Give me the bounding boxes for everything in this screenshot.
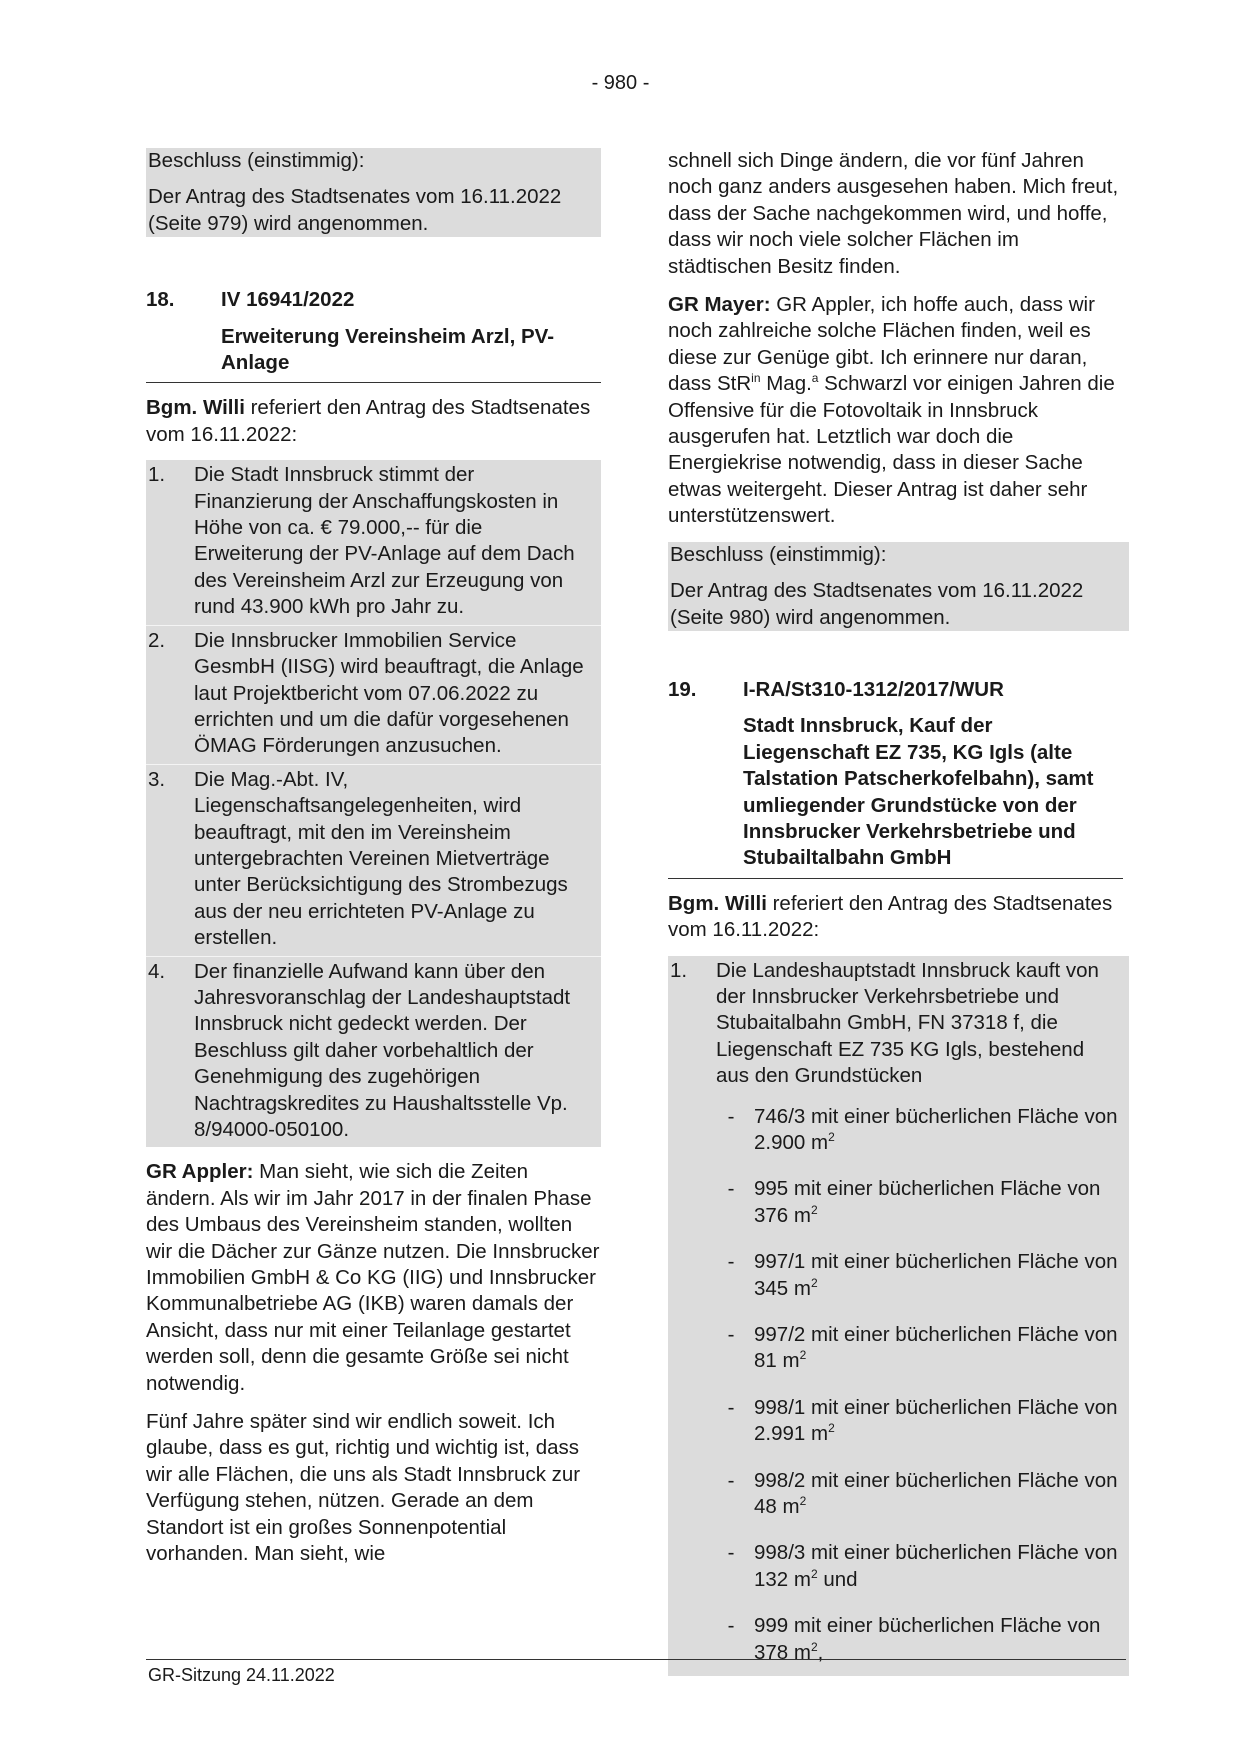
- list-item: [146, 764, 601, 956]
- agenda-subject: Stadt Innsbruck, Kauf der Liegenschaft EZ 735, KG Igls (alte Talstation Patscherkofelbahn), samt umliegender Grundstücke von der Innsbrucker Verkehrsbetriebe und Stubailtalbahn GmbH: [743, 714, 1094, 870]
- list-item: [146, 956, 601, 1148]
- speaker-name: Bgm. Willi: [668, 891, 767, 915]
- parcel-item: [668, 1312, 1123, 1385]
- intro-paragraph: [146, 395, 601, 448]
- speech-text: Man sieht, wie sich die Zeiten ändern. Als wir im Jahr 2017 in der finalen Phase des Umbaus des Vereinsheim standen, wollten wir die Dächer zur Gänze nutzen. Die Innsbrucker Immobilien GmbH & Co KG (IIG) und Innsbrucker Kommunalbetriebe AG (IKB) waren damals der Ansicht, dass nur mit einer Teilanlage gestartet werden soll, denn die gesamte Größe sei nicht notwendig.: [146, 1160, 600, 1395]
- parcel-item: [668, 1530, 1123, 1603]
- right-column: [668, 148, 1123, 1676]
- decision-title: Beschluss (einstimmig):: [148, 149, 365, 172]
- list-text: Die Landeshauptstadt Innsbruck kauft von der Innsbrucker Verkehrsbetriebe und Stubaitalbahn GmbH, FN 37318 f, die Liegenschaft EZ 735 KG Igls, bestehend aus den Grundstücken: [716, 958, 1099, 1088]
- list-item: [146, 460, 601, 624]
- parcel-text: 998/2 mit einer bücherlichen Fläche von 48 $m^2$: [754, 1468, 1118, 1519]
- list-number: 3.: [148, 767, 166, 791]
- speech-text: Mag.: [760, 372, 812, 396]
- parcel-text: 997/1 mit einer bücherlichen Fläche von 345 $m^2$: [754, 1250, 1118, 1300]
- agenda-subject: Erweiterung Vereinsheim Arzl, PV-Anlage: [221, 324, 555, 375]
- dash: -: [727, 1323, 735, 1347]
- list-text: Die Innsbrucker Immobilien Service GesmbH (IISG) wird beauftragt, die Anlage laut Projektbericht vom 07.06.2022 zu errichten und um die dafür vorgesehenen ÖMAG Förderungen anzusuchen.: [194, 628, 584, 758]
- parcel-text: 995 mit einer bücherlichen Fläche von 376 $m^2$: [754, 1177, 1101, 1227]
- dash: -: [727, 1468, 735, 1492]
- dash: -: [727, 1614, 735, 1638]
- left-column: [146, 148, 601, 1568]
- motion-list: [146, 460, 601, 1147]
- parcel-item: [668, 1239, 1123, 1312]
- list-item: [146, 625, 601, 764]
- parcel-text: 999 mit einer bücherlichen Fläche von 378 $m^2$,: [754, 1614, 1101, 1664]
- superscript: a: [811, 371, 819, 386]
- page-number: - 980 -: [591, 72, 650, 94]
- page-footer: GR-Sitzung 24.11.2022: [148, 1665, 335, 1685]
- speech-text: GR Appler, ich hoffe auch, dass wir noch zahlreiche solche Flächen finden, weil es diese zur Genüge gibt. Ich erinnere nur daran, dass StR: [668, 293, 1095, 396]
- decision-text: Der Antrag des Stadtsenates vom 16.11.2022 (Seite 980) wird angenommen.: [670, 579, 1084, 629]
- list-number: 2.: [148, 628, 166, 652]
- intro-text: referiert den Antrag des Stadtsenates vom 16.11.2022:: [668, 891, 1113, 942]
- speech-paragraph: [668, 292, 1123, 530]
- speech-continuation: schnell sich Dinge ändern, die vor fünf Jahren noch ganz anders ausgesehen haben. Mich freut, dass der Sache nachgekommen wird, und hoffe, dass wir noch viele solcher Flächen im städtischen Besitz finden.: [668, 149, 1119, 278]
- dash: -: [727, 1541, 735, 1565]
- agenda-number: 19.: [668, 677, 697, 701]
- agenda-item-18: [146, 287, 601, 383]
- decision-title: Beschluss (einstimmig):: [670, 542, 887, 566]
- dash: -: [727, 1395, 735, 1419]
- superscript: in: [751, 371, 761, 386]
- speech-text: Schwarzl vor einigen Jahren die Offensive für die Fotovoltaik in Innsbruck ausgerufen hat. Letztlich war doch die Energiekrise notwendig, dass in dieser Sache etwas weitergeht. Dieser Antrag ist daher sehr unterstützenswert.: [668, 372, 1115, 528]
- parcel-text: 997/2 mit einer bücherlichen Fläche von 81 $m^2$: [754, 1323, 1118, 1373]
- motion-list: [668, 956, 1129, 1677]
- list-text: Die Mag.-Abt. IV, Liegenschaftsangelegenheiten, wird beauftragt, mit den im Vereinsheim untergebrachten Vereinen Mietverträge unter Berücksichtigung des Strombezugs aus der neu errichteten PV-Anlage zu erstellen.: [194, 767, 568, 950]
- parcel-item: [668, 1166, 1123, 1239]
- parcel-text: 998/1 mit einer bücherlichen Fläche von 2.991 $m^2$: [754, 1395, 1118, 1446]
- speech-paragraph: Fünf Jahre später sind wir endlich soweit. Ich glaube, dass es gut, richtig und wichtig ist, dass wir alle Flächen, die uns als Stadt Innsbruck zur Verfügung stehen, nützen. Gerade an dem Standort ist ein großes Sonnenpotential vorhanden. Man sieht, wie: [146, 1410, 581, 1566]
- parcel-item: [668, 1094, 1123, 1167]
- agenda-code: IV 16941/2022: [221, 288, 355, 312]
- decision-text: Der Antrag des Stadtsenates vom 16.11.2022 (Seite 979) wird angenommen.: [148, 185, 562, 235]
- speech-paragraph: [146, 1159, 601, 1397]
- list-text: Der finanzielle Aufwand kann über den Jahresvoranschlag der Landeshauptstadt Innsbruck nicht gedeckt werden. Der Beschluss gilt daher vorbehaltlich der Genehmigung des zugehörigen Nachtragskredites zu Haushaltsstelle Vp. 8/94000-050100.: [194, 959, 571, 1141]
- footer-divider: [146, 1659, 1126, 1660]
- list-number: 4.: [148, 959, 166, 983]
- parcel-item: [668, 1458, 1123, 1531]
- parcel-text: 998/3 mit einer bücherlichen Fläche von 132 $m^2$ und: [754, 1541, 1118, 1591]
- agenda-number: 18.: [146, 288, 175, 312]
- decision-box: [668, 542, 1129, 631]
- list-text: Die Stadt Innsbruck stimmt der Finanzierung der Anschaffungskosten in Höhe von ca. € 79.000,-- für die Erweiterung der PV-Anlage auf dem Dach des Vereinsheim Arzl zur Erzeugung von rund 43.900 kWh pro Jahr zu.: [194, 463, 575, 619]
- agenda-code: I-RA/St310-1312/2017/WUR: [743, 677, 1004, 701]
- agenda-item-19: [668, 677, 1123, 879]
- speaker-name: GR Appler:: [146, 1160, 254, 1184]
- intro-paragraph: [668, 891, 1123, 944]
- dash: -: [727, 1250, 735, 1274]
- list-item: [668, 956, 1123, 1094]
- parcel-list: [668, 1094, 1123, 1677]
- list-number: 1.: [148, 463, 166, 487]
- parcel-item: [668, 1603, 1123, 1676]
- intro-text: referiert den Antrag des Stadtsenates vom 16.11.2022:: [146, 396, 591, 446]
- speaker-name: Bgm. Willi: [146, 396, 245, 420]
- decision-box: [146, 148, 601, 237]
- parcel-text: 746/3 mit einer bücherlichen Fläche von 2.900 $m^2$: [754, 1104, 1118, 1154]
- parcel-item: [668, 1385, 1123, 1458]
- list-number: 1.: [670, 958, 688, 982]
- speaker-name: GR Mayer:: [668, 293, 771, 317]
- dash: -: [727, 1104, 735, 1128]
- dash: -: [727, 1177, 735, 1201]
